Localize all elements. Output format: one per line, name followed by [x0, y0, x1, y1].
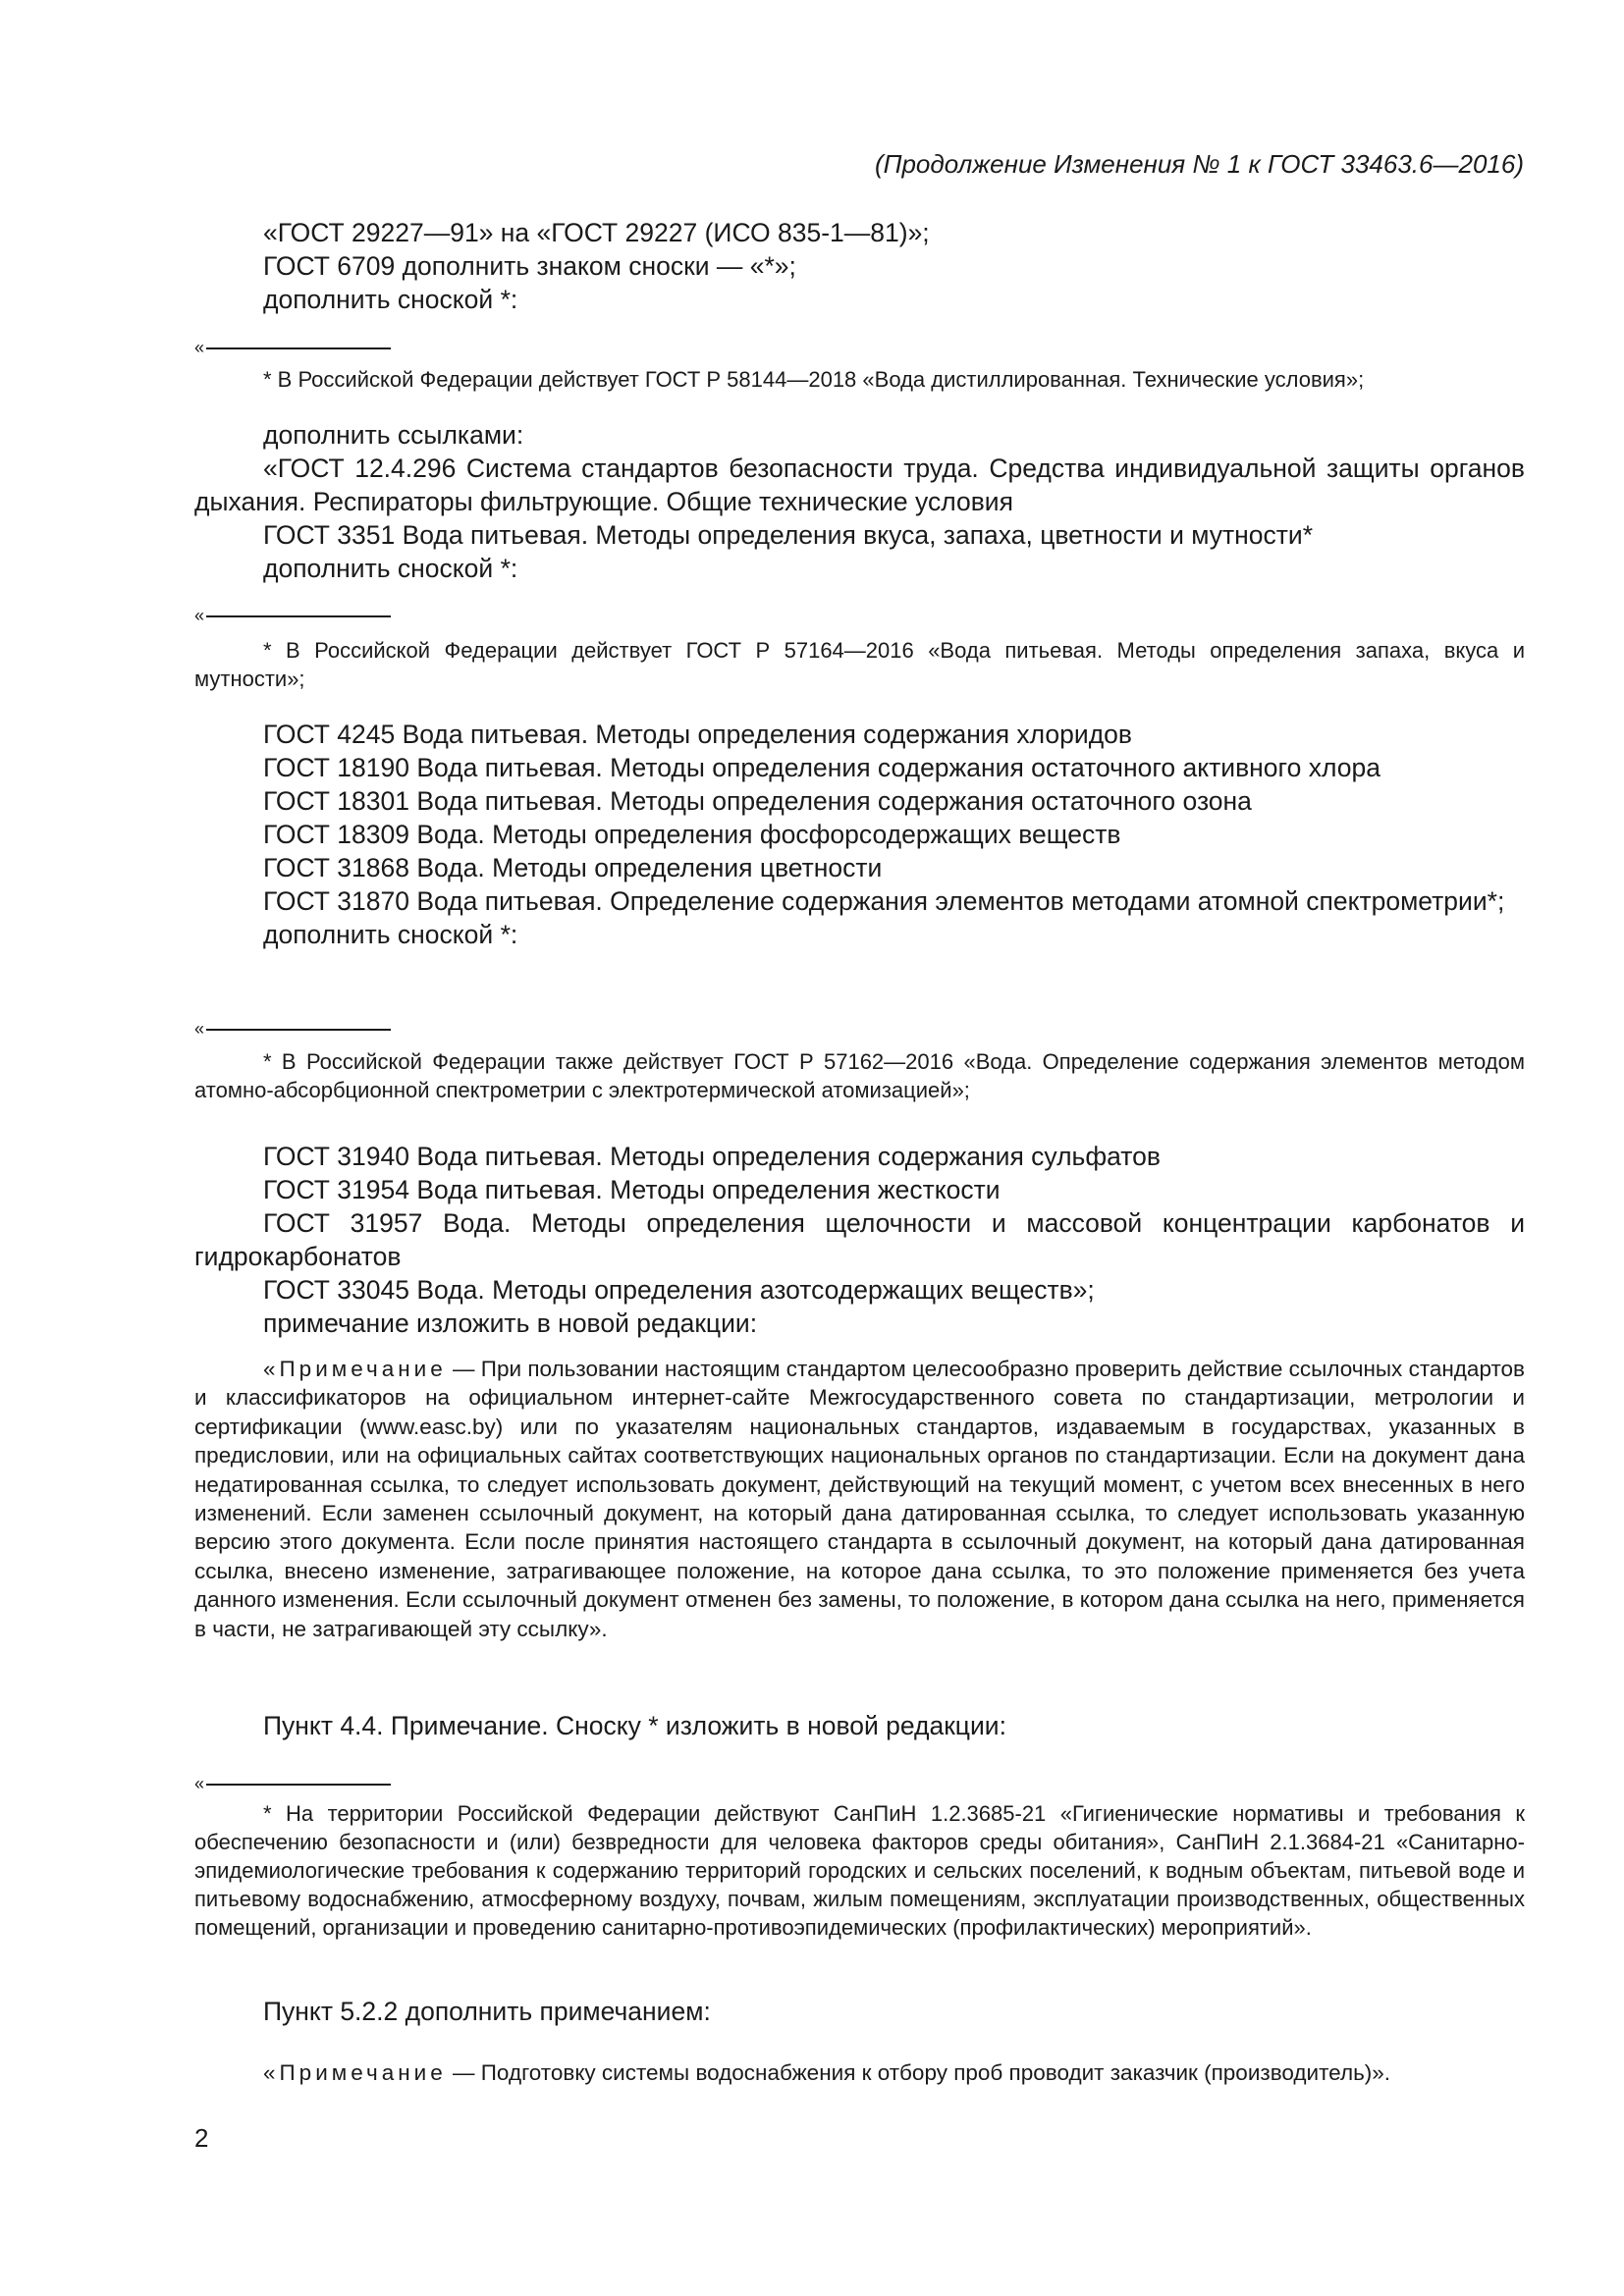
paragraph: ГОСТ 6709 дополнить знаком сноски — «*»; [263, 251, 796, 281]
footnote-separator [194, 606, 401, 635]
footnote-text: * В Российской Федерации действует ГОСТ Р 58144—2018 «Вода дистиллированная. Технические условия»; [263, 367, 1365, 392]
footnote-separator-line [206, 1029, 391, 1031]
paragraph: ГОСТ 18309 Вода. Методы определения фосфорсодержащих веществ [263, 820, 1121, 849]
footnote-3 [194, 1047, 1525, 1104]
footnote-text: * В Российской Федерации также действует ГОСТ Р 57162—2016 «Вода. Определение содержания элементов методом атомно-абсорбционной спектрометрии с электротермической атомизацией»; [194, 1049, 1525, 1102]
paragraph: ГОСТ 31957 Вода. Методы определения щелочности и массовой концентрации карбонатов и гидрокарбонатов [194, 1208, 1525, 1271]
note-paragraph [194, 1355, 1525, 1643]
note-label: «Примечание [263, 1357, 447, 1381]
note-label: «Примечание [263, 2060, 447, 2085]
text-block-3 [194, 718, 1525, 951]
footnote-separator [194, 338, 401, 367]
paragraph: ГОСТ 31940 Вода питьевая. Методы определения содержания сульфатов [263, 1142, 1161, 1171]
page-number: 2 [194, 2123, 209, 2153]
note-paragraph [194, 2058, 1525, 2087]
footnote-1 [194, 365, 1525, 394]
footnote-2 [194, 636, 1525, 693]
paragraph: ГОСТ 31868 Вода. Методы определения цветности [263, 853, 883, 882]
footnote-separator-line [206, 1784, 391, 1786]
paragraph: ГОСТ 31870 Вода питьевая. Определение содержания элементов методами атомной спектрометрии*; [263, 886, 1505, 916]
paragraph: ГОСТ 3351 Вода питьевая. Методы определения вкуса, запаха, цветности и мутности* [263, 520, 1314, 550]
footnote-separator-quote: « [194, 606, 205, 625]
running-header: (Продолжение Изменения № 1 к ГОСТ 33463.6—2016) [874, 149, 1524, 179]
footnote-separator-quote: « [194, 1019, 205, 1039]
text-block-2 [194, 418, 1525, 585]
paragraph: дополнить сноской *: [263, 920, 518, 949]
footnote-separator-line [206, 615, 391, 617]
paragraph: дополнить сноской *: [263, 285, 518, 314]
paragraph: «ГОСТ 29227—91» на «ГОСТ 29227 (ИСО 835-1—81)»; [263, 218, 930, 247]
text-block-4 [194, 1140, 1525, 1340]
paragraph: «ГОСТ 12.4.296 Система стандартов безопасности труда. Средства индивидуальной защиты органов дыхания. Респираторы фильтрующие. Общие технические условия [194, 454, 1525, 516]
paragraph: Пункт 5.2.2 дополнить примечанием: [263, 1997, 711, 2026]
text-block-5 [194, 1709, 1525, 1742]
note-block-1 [194, 1355, 1525, 1643]
paragraph: ГОСТ 4245 Вода питьевая. Методы определения содержания хлоридов [263, 720, 1132, 749]
paragraph: ГОСТ 33045 Вода. Методы определения азотсодержащих веществ»; [263, 1275, 1095, 1305]
note-text: — Подготовку системы водоснабжения к отбору проб проводит заказчик (производитель)». [446, 2060, 1391, 2085]
paragraph: дополнить ссылками: [263, 420, 524, 450]
footnote-text: * На территории Российской Федерации действуют СанПиН 1.2.3685-21 «Гигиенические нормативы и требования к обеспечению безопасности и (или) безвредности для человека факторов среды обитания», СанПиН 2.1.3684-21 «Санитарно-эпидемиологические требования к содержанию территорий городских и сельских поселений, к водным объектам, питьевой воде и питьевому водоснабжению, атмосферному воздуху, почвам, жилым помещениям, эксплуатации производственных, общественных помещений, организации и проведению санитарно-противоэпидемических (профилактических) мероприятий». [194, 1801, 1525, 1940]
footnote-4 [194, 1799, 1525, 1942]
paragraph: ГОСТ 18301 Вода питьевая. Методы определения содержания остаточного озона [263, 786, 1252, 816]
text-block-1 [194, 216, 1525, 316]
footnote-text: * В Российской Федерации действует ГОСТ Р 57164—2016 «Вода питьевая. Методы определения запаха, вкуса и мутности»; [194, 638, 1525, 691]
footnote-separator-line [206, 347, 391, 349]
paragraph: ГОСТ 18190 Вода питьевая. Методы определения содержания остаточного активного хлора [263, 753, 1380, 782]
paragraph: примечание изложить в новой редакции: [263, 1308, 758, 1338]
note-block-2 [194, 2058, 1525, 2087]
note-text: — При пользовании настоящим стандартом целесообразно проверить действие ссылочных стандартов и классификаторов на официальном интернет-сайте Межгосударственного совета по стандартизации, метрологии и сертификации (www.easc.by) или по указателям национальных стандартов, издаваемым в государствах, указанных в предисловии, или на официальных сайтах соответствующих национальных органов по стандартизации. Если на документ дана недатированная ссылка, то следует использовать документ, действующий на текущий момент, с учетом всех внесенных в него изменений. Если заменен ссылочный документ, на который дана датированная ссылка, то следует использовать указанную версию этого документа. Если после принятия настоящего стандарта в ссылочный документ, на который дана датированная ссылка, внесено изменение, затрагивающее положение, на которое дана ссылка, то это положение применяется без учета данного изменения. Если ссылочный документ отменен без замены, то положение, в котором дана ссылка на него, применяется в части, не затрагивающей эту ссылку». [194, 1357, 1525, 1641]
footnote-separator-quote: « [194, 338, 205, 357]
paragraph: ГОСТ 31954 Вода питьевая. Методы определения жесткости [263, 1175, 1001, 1204]
paragraph: Пункт 4.4. Примечание. Сноску * изложить в новой редакции: [263, 1711, 1006, 1740]
footnote-separator-quote: « [194, 1774, 205, 1793]
paragraph: дополнить сноской *: [263, 554, 518, 583]
text-block-6 [194, 1995, 1525, 2028]
footnote-separator [194, 1019, 401, 1048]
